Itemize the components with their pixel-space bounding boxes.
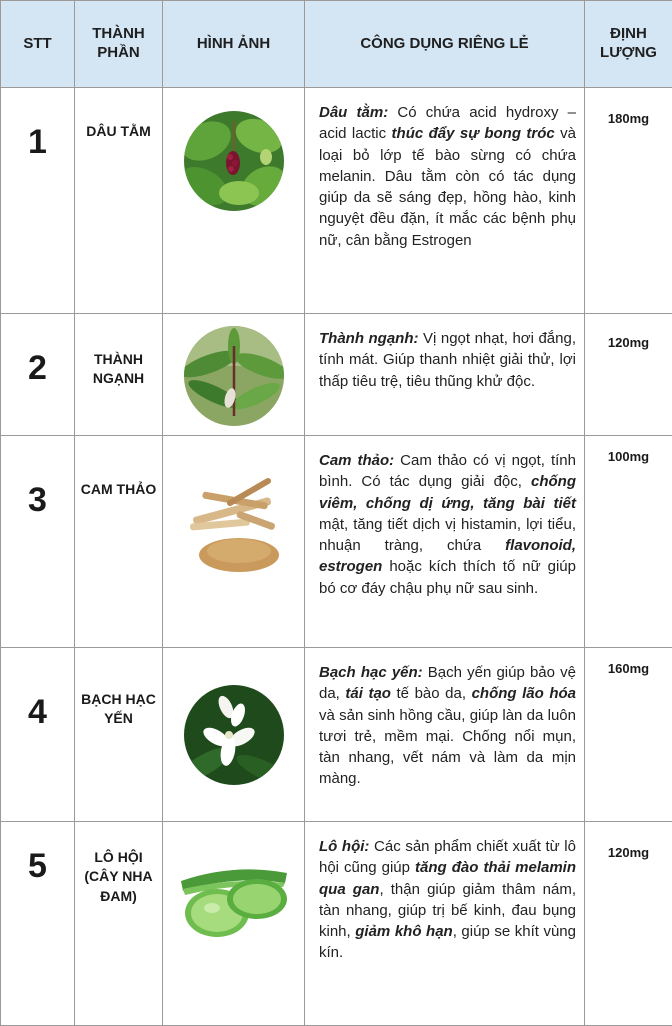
header-dose: ĐỊNH LƯỢNG xyxy=(585,1,672,88)
emphasis-text: thúc đẩy sự bong tróc xyxy=(392,125,555,142)
ingredient-lead: Cam thảo: xyxy=(319,452,394,469)
image-cell xyxy=(163,822,305,1026)
white-orchid-flower-icon xyxy=(164,685,303,785)
header-ingredient: THÀNH PHẦN xyxy=(75,1,163,88)
row-number: 3 xyxy=(2,481,73,520)
dose-cell xyxy=(585,648,672,822)
table-row xyxy=(1,436,672,648)
dose-value: 100mg xyxy=(586,449,671,464)
image-cell xyxy=(163,88,305,314)
description-text: , giúp se khít vùng kín. xyxy=(319,923,576,961)
dose-cell xyxy=(585,88,672,314)
description-text: , thận giúp giảm thâm nám, tàn nhang, giúp trị bế kinh, đau bụng kinh, xyxy=(319,881,576,941)
row-number: 2 xyxy=(2,349,73,388)
ingredient-lead: Bạch hạc yến: xyxy=(319,664,423,681)
use-description xyxy=(305,314,585,436)
ingredient-name-cell xyxy=(75,88,163,314)
header-row xyxy=(1,1,672,88)
description-text: Các sản phẩm chiết xuất từ lô hội cũng giúp xyxy=(319,838,576,876)
header-use: CÔNG DỤNG RIÊNG LẺ xyxy=(305,1,585,88)
image-cell xyxy=(163,436,305,648)
ingredient-name: DÂU TẰM xyxy=(79,122,158,141)
row-number-cell xyxy=(1,648,75,822)
aloe-vera-icon xyxy=(164,853,303,953)
row-number-cell xyxy=(1,822,75,1026)
table-row xyxy=(1,822,672,1026)
mulberry-icon xyxy=(164,111,303,211)
row-number: 4 xyxy=(2,693,73,732)
ingredient-name-cell xyxy=(75,436,163,648)
dose-cell xyxy=(585,822,672,1026)
description-text: hoặc kích thích tố nữ giúp bó cơ đáy chậu phụ nữ sau sinh. xyxy=(319,558,576,596)
emphasis-text: flavonoid, estrogen xyxy=(319,537,576,575)
header-stt: STT xyxy=(1,1,75,88)
ingredient-lead: Thành ngạnh: xyxy=(319,330,419,347)
emphasis-text: chống lão hóa xyxy=(472,685,576,702)
row-number-cell xyxy=(1,436,75,648)
use-description xyxy=(305,648,585,822)
description-text: và loại bỏ lớp tế bào sừng có chứa melanin. Dâu tằm còn có tác dụng giúp da sẽ sáng đẹp, hồng hào, kinh nguyệt đều đặn, ít mắc các bệnh phụ nữ, cân bằng Estrogen xyxy=(319,125,576,248)
row-number-cell xyxy=(1,88,75,314)
use-description xyxy=(305,436,585,648)
dose-cell xyxy=(585,436,672,648)
emphasis-text: tái tạo xyxy=(345,685,391,702)
dose-value: 120mg xyxy=(586,335,671,350)
header-image: HÌNH ẢNH xyxy=(163,1,305,88)
row-number-cell xyxy=(1,314,75,436)
table-row xyxy=(1,648,672,822)
thanh-nganh-plant-icon xyxy=(164,326,303,426)
ingredient-name: CAM THẢO xyxy=(79,480,158,499)
description-text: Cam thảo có vị ngọt, tính bình. Có tác dụng giải độc, xyxy=(319,452,576,490)
description-segments xyxy=(319,104,576,249)
description-segments xyxy=(319,664,576,787)
ingredient-name-cell xyxy=(75,648,163,822)
ingredient-name: THÀNH NGẠNH xyxy=(79,350,158,389)
ingredient-name: BẠCH HẠC YẾN xyxy=(79,690,158,729)
table-row xyxy=(1,314,672,436)
description-text: mật, tăng tiết dịch vị histamin, lợi tiểu, nhuận tràng, chứa xyxy=(319,516,576,554)
description-text: và sản sinh hồng cầu, giúp làn da luôn tươi trẻ, mềm mại. Chống nổi mụn, tàn nhang, vết nám và làm da mịn màng. xyxy=(319,707,576,788)
description-text: tế bào da, xyxy=(391,685,472,702)
emphasis-text: tăng đào thải melamin qua gan xyxy=(319,859,576,897)
row-number: 1 xyxy=(2,123,73,162)
description-text: Bạch yến giúp bảo vệ da, xyxy=(319,664,576,702)
description-text: Có chứa acid hydroxy – acid lactic xyxy=(319,104,576,142)
ingredient-name-cell xyxy=(75,822,163,1026)
licorice-root-icon xyxy=(164,477,303,577)
dose-cell xyxy=(585,314,672,436)
description-text: Vị ngọt nhạt, hơi đắng, tính mát. Giúp thanh nhiệt giải thử, lợi thấp tiêu trệ, tiêu thũng khử độc. xyxy=(319,330,576,390)
ingredient-lead: Lô hội: xyxy=(319,838,369,855)
dose-value: 160mg xyxy=(586,661,671,676)
description-segments xyxy=(319,452,576,597)
emphasis-text: giảm khô hạn xyxy=(355,923,452,940)
description-segments xyxy=(319,838,576,961)
ingredient-lead: Dâu tằm: xyxy=(319,104,388,121)
dose-value: 180mg xyxy=(586,111,671,126)
use-description xyxy=(305,822,585,1026)
image-cell xyxy=(163,648,305,822)
table-row xyxy=(1,88,672,314)
row-number: 5 xyxy=(2,847,73,886)
dose-value: 120mg xyxy=(586,845,671,860)
use-description xyxy=(305,88,585,314)
ingredient-name-cell xyxy=(75,314,163,436)
emphasis-text: chống viêm, chống dị ứng, tăng bài tiết xyxy=(319,473,576,511)
image-cell xyxy=(163,314,305,436)
ingredient-name: LÔ HỘI (CÂY NHA ĐAM) xyxy=(79,848,158,906)
